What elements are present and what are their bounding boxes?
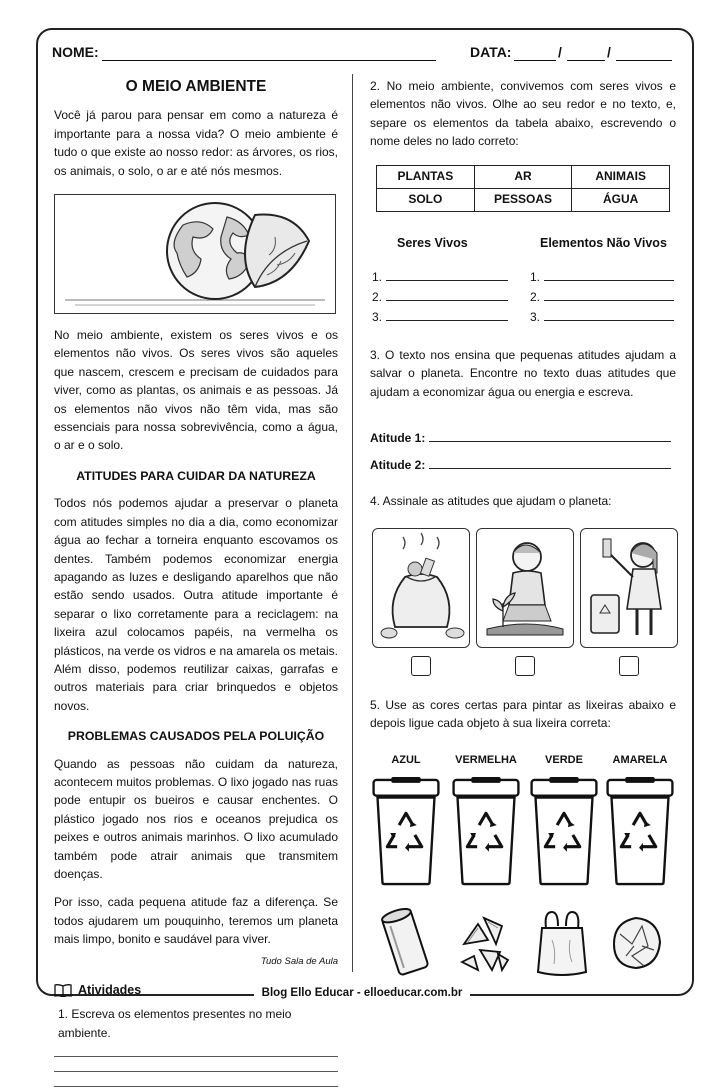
month-field[interactable] [567,60,605,61]
atitude-1-label: Atitude 1: [370,431,426,445]
intro-paragraph: Você já parou para pensar em como a natureza é importante para a nossa vida? O meio ambiente é tudo o que existe ao nosso redor: as árvores, os rios, os animais, o solo, o ar e até nós mesmos. [54,108,338,178]
nao-vivos-line-1[interactable]: 1. [530,270,674,284]
green-bin-icon[interactable] [529,776,599,886]
page-title: O MEIO AMBIENTE [125,78,267,95]
attitudes-paragraph: Todos nós podemos ajudar a preservar o planeta com atitudes simples no dia a dia, como economizar água ao fechar a torneira enquanto escovamos os dentes. Também podemos economizar energia apagando as luzes e desligando aparelhos que não estão sendo usados. Outra atitude importante é separar o lixo corretamente para a reciclagem: na lixeira azul colocamos papéis, na vermelha os plásticos, na verde os vidros e na amarela os metais. Além disso, podemos reutilizar caixas, garrafas e outros materiais para criar brinquedos e objetos novos. [54,496,338,713]
girl-recycling-bottle-illustration [580,528,678,648]
worksheet-header [52,44,672,68]
nome-field[interactable] [102,60,436,61]
footer-credit: Blog Ello Educar - elloeducar.com.br [0,987,724,999]
trash-bag-pile-illustration [372,528,470,648]
atitude-2-field[interactable] [370,458,671,472]
broken-glass-icon[interactable] [454,904,514,980]
question-5: 5. Use as cores certas para pintar as lixeiras abaixo e depois ligue cada objeto à sua lixeira correta: [370,698,676,731]
question-2: 2. No meio ambiente, convivemos com seres vivos e elementos não vivos. Olhe ao seu redor e no texto, e, separe os elementos da tabela abaixo, escrevendo o nome deles no lado correto: [370,79,676,149]
conclusion-paragraph: Por isso, cada pequena atitude faz a diferença. Se todos ajudarem um pouquinho, teremos um planeta mais limpo, bonito e saudável para viver. [54,895,338,947]
checkbox-trash-bag[interactable] [411,656,431,676]
section-title-pollution: PROBLEMAS CAUSADOS PELA POLUIÇÃO [67,729,325,744]
question-4: 4. Assinale as atitudes que ajudam o planeta: [370,494,612,508]
atitude-1-field[interactable] [370,431,671,445]
question-3: 3. O texto nos ensina que pequenas atitudes ajudam a salvar o planeta. Encontre no texto duas atitudes que ajudam a economizar água ou energia e escreva. [370,348,676,399]
table-cell: ÁGUA [572,188,670,211]
red-bin-icon[interactable] [451,776,521,886]
table-cell: AR [474,165,572,188]
atitude-2-label: Atitude 2: [370,458,426,472]
vivos-line-1[interactable]: 1. [372,270,508,284]
answer-line[interactable] [54,1042,338,1057]
vivos-line-2[interactable]: 2. [372,290,508,304]
yellow-bin-icon[interactable] [605,776,675,886]
blue-bin-icon[interactable] [371,776,441,886]
living-nonliving-paragraph: No meio ambiente, existem os seres vivos e os elementos não vivos. Os seres vivos são aqueles que nascem, crescem e precisam de cuidados para viver, como as plantas, os animais e as pessoas. Já os elementos não vivos não têm vida, mas são essenciais para nossa sobrevivência, como a água, o ar e o solo. [54,328,338,453]
nao-vivos-line-2[interactable]: 2. [530,290,674,304]
table-cell: SOLO [377,188,475,211]
nao-vivos-heading: Elementos Não Vivos [540,236,667,250]
activities-title: Atividades [78,983,142,998]
date-slash: / [558,44,562,60]
date-slash: / [607,44,611,60]
checkbox-planting[interactable] [515,656,535,676]
nao-vivos-line-3[interactable]: 3. [530,310,674,324]
nome-label: NOME: [52,44,99,60]
bin-label-verde: VERDE [545,754,583,766]
section-title-attitudes: ATITUDES PARA CUIDAR DA NATUREZA [76,468,316,483]
bin-label-amarela: AMARELA [612,754,668,766]
boy-planting-seedling-illustration [476,528,574,648]
globe-with-leaf-illustration [54,194,336,314]
text-column [54,74,338,1087]
table-cell: ANIMAIS [572,165,670,188]
vivos-line-3[interactable]: 3. [372,310,508,324]
year-field[interactable] [616,60,672,61]
bin-label-vermelha: VERMELHA [455,754,517,766]
question-1: 1. Escreva os elementos presentes no meio ambiente. [58,1007,292,1040]
bin-label-azul: AZUL [391,754,421,766]
answer-line[interactable] [54,1072,338,1087]
data-label: DATA: [470,44,512,60]
activities-column [370,74,676,212]
metal-can-icon[interactable] [376,904,436,980]
crumpled-paper-icon[interactable] [606,904,666,980]
table-row [377,165,670,188]
table-row [377,188,670,211]
pollution-paragraph: Quando as pessoas não cuidam da natureza, acontecem muitos problemas. O lixo jogado nas ruas pode entupir os bueiros e causar enchentes. O plástico jogado nos rios e oceanos prejudica os peixes e outros animais marinhos. O lixo acumulado também pode atrair animais que transmitem doenças. [54,756,338,881]
seres-vivos-heading: Seres Vivos [397,236,468,250]
table-cell: PESSOAS [474,188,572,211]
source-credit: Tudo Sala de Aula [260,955,338,967]
table-cell: PLANTAS [377,165,475,188]
answer-line[interactable] [54,1057,338,1072]
day-field[interactable] [514,60,556,61]
checkbox-recycling[interactable] [619,656,639,676]
column-divider [352,74,353,972]
elements-table [376,165,670,212]
plastic-bag-icon[interactable] [532,904,592,980]
